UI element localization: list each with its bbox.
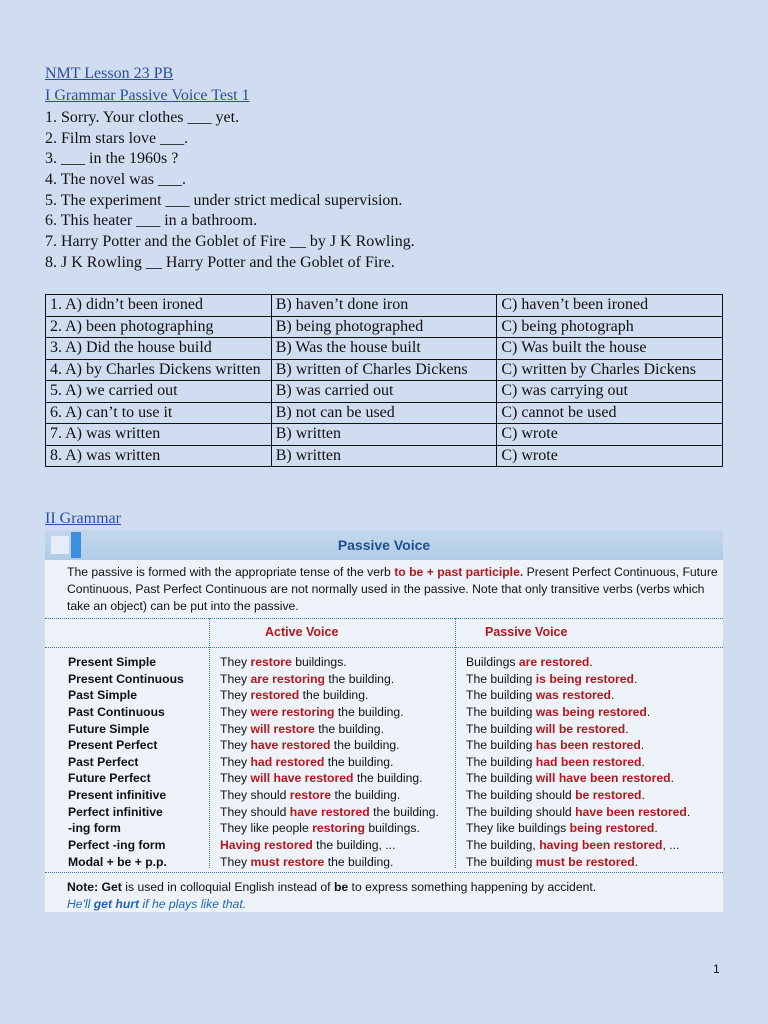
table-row [46, 338, 723, 360]
divider [45, 872, 723, 873]
passive-example [466, 837, 679, 854]
text-segment: the building, ... [312, 838, 396, 853]
passive-example [466, 787, 645, 804]
highlighted-verb: is being restored [535, 671, 634, 686]
text-segment: the building. [299, 688, 369, 703]
passive-example [466, 737, 644, 754]
tense-name: Present infinitive [68, 788, 167, 803]
tense-name: Modal + be + p.p. [68, 854, 167, 869]
lesson-title-link[interactable]: NMT Lesson 23 PB [45, 65, 174, 82]
text-segment: The building [466, 688, 536, 703]
active-example [220, 654, 347, 671]
option-c: C) being photograph [497, 316, 723, 338]
text-segment: The building [466, 754, 536, 769]
text-segment: . [589, 655, 593, 669]
active-example [220, 820, 420, 837]
text-segment: . [686, 804, 691, 819]
option-b: B) was carried out [271, 381, 497, 403]
tense-name: Future Simple [68, 721, 150, 736]
text-segment: They [220, 688, 251, 703]
option-b: B) written of Charles Dickens [271, 359, 497, 381]
text-segment: The building [466, 771, 536, 786]
text-segment: . [646, 704, 651, 719]
table-row [46, 402, 723, 424]
tense-name: Past Continuous [68, 704, 165, 719]
active-example [220, 854, 393, 871]
highlighted-verb: was being restored [535, 704, 647, 719]
text-segment: . [611, 688, 615, 703]
column-divider [209, 618, 210, 868]
active-example [220, 737, 400, 754]
question-item: 5. The experiment ___ under strict medical supervision. [45, 191, 403, 209]
option-b: B) being photographed [271, 316, 497, 338]
answer-options-table [45, 294, 723, 467]
option-c: C) was carrying out [497, 381, 723, 403]
text-segment: . [670, 771, 674, 786]
text-segment: They should [220, 788, 290, 803]
highlighted-verb: are restoring [250, 671, 325, 686]
text-segment: They [220, 721, 251, 736]
passive-example [466, 804, 690, 821]
option-c: C) cannot be used [497, 402, 723, 424]
text-segment: Buildings [466, 655, 519, 669]
highlighted-verb: Having restored [220, 838, 313, 853]
option-a: 5. A) we carried out [46, 381, 272, 403]
text-segment: the building. [330, 738, 400, 753]
option-c: C) Was built the house [497, 338, 723, 360]
text-segment: Present Perfect Continuous, Future Continuous, Past Perfect Continuous are not normally used in the passive. Note that only transitive verbs (verbs which take an object) can be put into the passive. [67, 565, 718, 613]
tense-name: Present Simple [68, 655, 157, 669]
highlighted-verb: had restored [250, 754, 325, 769]
text-segment: the building. [325, 671, 395, 686]
text-segment: the building. [314, 721, 384, 736]
text-segment: Note: [67, 880, 99, 894]
section2-title-link[interactable]: II Grammar [45, 510, 121, 527]
table-row [46, 445, 723, 467]
active-example [220, 687, 368, 704]
text-segment: the building. [324, 754, 394, 769]
text-segment: The passive is formed with the appropriate tense of the verb [67, 565, 395, 579]
text-segment: is used in colloquial English instead of [121, 880, 334, 894]
tense-name: Future Perfect [68, 771, 151, 786]
divider [45, 618, 723, 619]
highlighted-verb: have restored [289, 804, 370, 819]
active-example [220, 804, 439, 821]
text-segment: They [220, 854, 251, 869]
text-segment: They should [220, 804, 290, 819]
text-segment: The building [466, 854, 536, 869]
option-a: 2. A) been photographing [46, 316, 272, 338]
highlighted-verb: being restored [569, 821, 655, 836]
tense-name: Perfect infinitive [68, 804, 163, 819]
highlighted-verb: has been restored [535, 738, 641, 753]
passive-example [466, 770, 674, 787]
highlighted-verb: restored [250, 688, 300, 703]
passive-example [466, 820, 658, 837]
option-b: B) written [271, 445, 497, 467]
option-b: B) written [271, 424, 497, 446]
option-b: B) haven’t done iron [271, 295, 497, 317]
text-segment: They [220, 771, 251, 786]
text-segment: the building. [369, 804, 439, 819]
question-item: 3. ___ in the 1960s ? [45, 150, 179, 168]
note-block [67, 879, 596, 912]
text-segment: . [641, 754, 645, 769]
tense-name: Present Continuous [68, 671, 184, 686]
highlighted-verb: must restore [250, 854, 325, 869]
highlighted-verb: having been restored [539, 838, 663, 853]
text-segment: They like buildings [466, 821, 570, 836]
highlighted-verb: have been restored [575, 804, 687, 819]
text-segment: They [220, 655, 251, 669]
option-a: 6. A) can’t to use it [46, 402, 272, 424]
table-row [46, 295, 723, 317]
highlighted-verb: be restored [575, 788, 642, 803]
column-divider [455, 618, 456, 868]
highlighted-verb: to be + past participle. [394, 565, 524, 579]
highlighted-verb: will have restored [250, 771, 354, 786]
passive-voice-panel [45, 530, 723, 912]
highlighted-verb: was restored [535, 688, 611, 703]
option-a: 7. A) was written [46, 424, 272, 446]
table-row [46, 359, 723, 381]
tense-name: -ing form [68, 821, 121, 836]
tense-name: Perfect -ing form [68, 838, 166, 853]
passive-example [466, 754, 645, 771]
text-segment: . [625, 721, 629, 736]
text-segment: They [220, 754, 251, 769]
text-segment: They like people [220, 821, 313, 836]
panel-title: Passive Voice [337, 537, 431, 553]
active-voice-header: Active Voice [265, 625, 339, 639]
text-segment: The building should [466, 804, 576, 819]
text-segment: get hurt [93, 897, 140, 911]
highlighted-verb: restoring [312, 821, 365, 836]
text-segment: The building [466, 704, 536, 719]
text-segment: He'll [67, 897, 94, 911]
text-segment: the building. [324, 854, 394, 869]
passive-example [466, 687, 614, 704]
text-segment: the building. [331, 788, 401, 803]
text-segment: . [634, 671, 638, 686]
option-a: 1. A) didn’t been ironed [46, 295, 272, 317]
active-example [220, 721, 384, 738]
page-number: 1 [713, 962, 720, 976]
text-segment: They [220, 704, 251, 719]
passive-example [466, 721, 629, 738]
option-c: C) wrote [497, 445, 723, 467]
tense-name: Past Perfect [68, 754, 139, 769]
divider [45, 647, 723, 648]
highlighted-verb: must be restored [535, 854, 635, 869]
note-text [67, 879, 596, 896]
text-segment: . [641, 788, 645, 803]
option-a: 4. A) by Charles Dickens written [46, 359, 272, 381]
table-row [46, 381, 723, 403]
question-item: 6. This heater ___ in a bathroom. [45, 212, 258, 230]
highlighted-verb: restore [250, 655, 292, 669]
panel-header-bar [45, 530, 723, 560]
table-row [46, 316, 723, 338]
text-segment: to express something happening by accident. [348, 880, 597, 894]
text-segment: . [654, 821, 658, 836]
text-segment: . [640, 738, 645, 753]
table-row [46, 424, 723, 446]
question-item: 2. Film stars love ___. [45, 129, 189, 147]
highlighted-verb: were restoring [250, 704, 335, 719]
question-item: 4. The novel was ___. [45, 171, 187, 189]
active-example [220, 837, 395, 854]
text-segment: buildings. [364, 821, 420, 836]
text-segment: The building should [466, 788, 576, 803]
highlighted-verb: have restored [250, 738, 331, 753]
text-segment: The building [466, 721, 536, 736]
active-example [220, 704, 404, 721]
passive-example [466, 704, 650, 721]
text-segment: They [220, 738, 251, 753]
active-example [220, 770, 423, 787]
highlighted-verb: will have been restored [535, 771, 671, 786]
option-c: C) wrote [497, 424, 723, 446]
text-segment: The building [466, 738, 536, 753]
option-b: B) Was the house built [271, 338, 497, 360]
active-example [220, 671, 394, 688]
text-segment: The building [466, 671, 536, 686]
panel-intro-text [67, 564, 721, 615]
active-example [220, 754, 393, 771]
passive-voice-header: Passive Voice [485, 625, 568, 639]
text-segment: buildings. [291, 655, 347, 669]
text-segment: Get [101, 880, 122, 894]
text-segment: the building. [334, 704, 404, 719]
highlighted-verb: will restore [250, 721, 315, 736]
question-item: 1. Sorry. Your clothes ___ yet. [45, 109, 240, 126]
question-item: 7. Harry Potter and the Goblet of Fire __ by J K Rowling. [45, 233, 415, 251]
passive-example [466, 654, 593, 671]
text-segment: , ... [662, 838, 680, 853]
tense-name: Present Perfect [68, 738, 158, 753]
question-list [45, 108, 415, 274]
text-segment: if he plays like that. [139, 897, 247, 911]
option-c: C) haven’t been ironed [497, 295, 723, 317]
highlighted-verb: had been restored [535, 754, 642, 769]
option-a: 8. A) was written [46, 445, 272, 467]
text-segment: be [333, 880, 349, 894]
text-segment: The building, [466, 838, 540, 853]
passive-example [466, 671, 637, 688]
section1-title-link[interactable]: I Grammar Passive Voice Test 1 [45, 87, 250, 104]
highlighted-verb: restore [289, 788, 332, 803]
option-c: C) written by Charles Dickens [497, 359, 723, 381]
text-segment: . [634, 854, 639, 869]
passive-example [466, 854, 638, 871]
active-example [220, 787, 400, 804]
question-item: 8. J K Rowling __ Harry Potter and the Goblet of Fire. [45, 253, 395, 271]
option-a: 3. A) Did the house build [46, 338, 272, 360]
tense-name: Past Simple [68, 688, 138, 703]
note-example [67, 896, 596, 912]
highlighted-verb: will be restored [535, 721, 626, 736]
highlighted-verb: are restored [518, 655, 590, 669]
text-segment: the building. [353, 771, 423, 786]
option-b: B) not can be used [271, 402, 497, 424]
text-segment: They [220, 671, 251, 686]
